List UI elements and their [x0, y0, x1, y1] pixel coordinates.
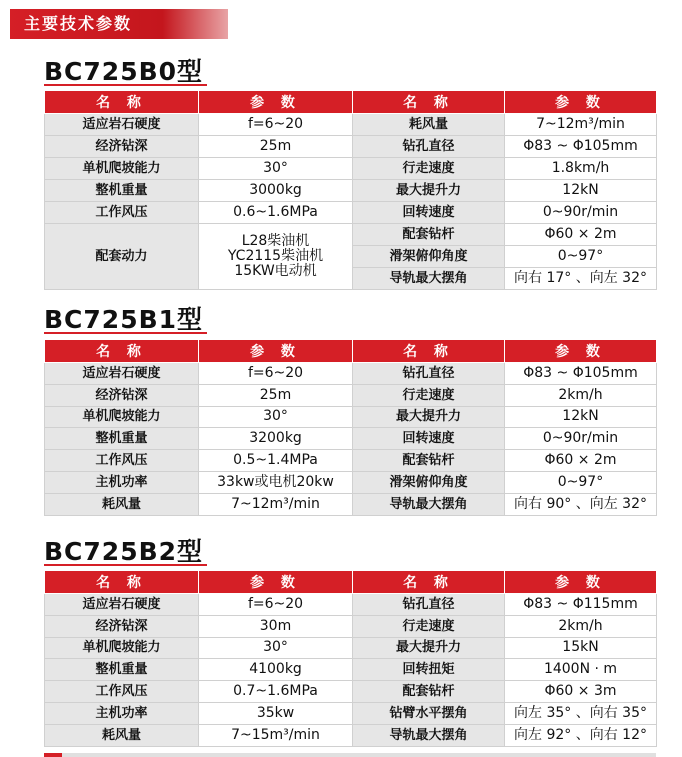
spec-value: Φ83 ~ Φ105mm	[505, 363, 657, 385]
spec-label: 配套动力	[45, 224, 199, 290]
spec-value: 7~12m³/min	[505, 114, 657, 136]
header-param: 参 数	[199, 340, 353, 363]
spec-label: 最大提升力	[353, 180, 505, 202]
table-row	[45, 681, 657, 703]
table-row	[45, 114, 657, 136]
spec-label: 钻孔直径	[353, 363, 505, 385]
spec-label: 最大提升力	[353, 406, 505, 428]
spec-value: 25m	[199, 384, 353, 406]
spec-value: 2km/h	[505, 615, 657, 637]
table-row	[45, 493, 657, 515]
title-underline	[44, 564, 207, 566]
spec-value: 12kN	[505, 406, 657, 428]
spec-value: 0~97°	[505, 246, 657, 268]
spec-label: 导轨最大摆角	[353, 724, 505, 746]
table-row	[45, 384, 657, 406]
bottom-divider-accent	[44, 753, 62, 757]
header-param: 参 数	[199, 91, 353, 114]
spec-label: 回转速度	[353, 202, 505, 224]
spec-value: 4100kg	[199, 659, 353, 681]
spec-label: 导轨最大摆角	[353, 268, 505, 290]
table-row	[45, 702, 657, 724]
spec-label: 主机功率	[45, 702, 199, 724]
spec-value: 向左 92° 、向右 12°	[505, 724, 657, 746]
table-header-row	[45, 91, 657, 114]
spec-label: 耗风量	[353, 114, 505, 136]
spec-label: 钻孔直径	[353, 594, 505, 616]
spec-value: 3000kg	[199, 180, 353, 202]
bottom-divider	[44, 753, 656, 757]
spec-table-b1	[44, 339, 657, 516]
title-underline	[44, 84, 207, 86]
header-param: 参 数	[505, 340, 657, 363]
table-row	[45, 471, 657, 493]
spec-label: 整机重量	[45, 659, 199, 681]
header-name: 名 称	[45, 571, 199, 594]
spec-value: Φ60 × 2m	[505, 224, 657, 246]
spec-label: 经济钻深	[45, 136, 199, 158]
header-param: 参 数	[505, 571, 657, 594]
spec-value-line: YC2115柴油机	[227, 248, 324, 264]
header-name: 名 称	[353, 571, 505, 594]
spec-label: 耗风量	[45, 724, 199, 746]
spec-value: 35kw	[199, 702, 353, 724]
spec-label: 行走速度	[353, 158, 505, 180]
spec-value: f=6~20	[199, 363, 353, 385]
spec-value: 7~12m³/min	[199, 493, 353, 515]
spec-value-line: 15KW电动机	[234, 263, 317, 279]
spec-label: 行走速度	[353, 384, 505, 406]
spec-value: 15kN	[505, 637, 657, 659]
table-row	[45, 637, 657, 659]
spec-value-line: L28柴油机	[241, 233, 310, 249]
spec-value: 3200kg	[199, 428, 353, 450]
spec-label: 经济钻深	[45, 384, 199, 406]
spec-label: 适应岩石硬度	[45, 114, 199, 136]
spec-value: 0~90r/min	[505, 428, 657, 450]
section-banner: 主要技术参数	[10, 9, 228, 39]
spec-value: 1400N · m	[505, 659, 657, 681]
table-row	[45, 180, 657, 202]
spec-value: 0.5~1.4MPa	[199, 450, 353, 472]
table-row	[45, 428, 657, 450]
table-row	[45, 363, 657, 385]
spec-value: 30m	[199, 615, 353, 637]
spec-value: 1.8km/h	[505, 158, 657, 180]
model-title-b0: BC725B0型	[44, 57, 204, 86]
spec-label: 工作风压	[45, 681, 199, 703]
spec-value: 7~15m³/min	[199, 724, 353, 746]
spec-value: f=6~20	[199, 594, 353, 616]
table-row	[45, 136, 657, 158]
spec-value: f=6~20	[199, 114, 353, 136]
spec-label: 主机功率	[45, 471, 199, 493]
spec-label: 工作风压	[45, 202, 199, 224]
spec-label: 滑架俯仰角度	[353, 246, 505, 268]
header-name: 名 称	[353, 340, 505, 363]
table-row	[45, 450, 657, 472]
spec-value: 向右 90° 、向左 32°	[505, 493, 657, 515]
spec-label: 配套钻杆	[353, 224, 505, 246]
spec-value: 向右 17° 、向左 32°	[505, 268, 657, 290]
table-header-row	[45, 571, 657, 594]
spec-label: 回转扭矩	[353, 659, 505, 681]
spec-label: 配套钻杆	[353, 450, 505, 472]
table-row	[45, 406, 657, 428]
model-title-b1: BC725B1型	[44, 305, 204, 334]
spec-value: 33kw或电机20kw	[199, 471, 353, 493]
spec-label: 整机重量	[45, 180, 199, 202]
spec-value: 向左 35° 、向右 35°	[505, 702, 657, 724]
spec-value: Φ83 ~ Φ115mm	[505, 594, 657, 616]
table-row	[45, 594, 657, 616]
spec-value: 30°	[199, 158, 353, 180]
header-name: 名 称	[45, 91, 199, 114]
header-param: 参 数	[199, 571, 353, 594]
title-underline	[44, 332, 207, 334]
spec-value: Φ83 ~ Φ105mm	[505, 136, 657, 158]
header-name: 名 称	[45, 340, 199, 363]
spec-label: 行走速度	[353, 615, 505, 637]
spec-value: 25m	[199, 136, 353, 158]
spec-label: 适应岩石硬度	[45, 594, 199, 616]
spec-value: Φ60 × 2m	[505, 450, 657, 472]
spec-label: 最大提升力	[353, 637, 505, 659]
spec-value: 2km/h	[505, 384, 657, 406]
spec-label: 经济钻深	[45, 615, 199, 637]
table-header-row	[45, 340, 657, 363]
spec-value: 0~97°	[505, 471, 657, 493]
spec-table-b2	[44, 570, 657, 747]
table-row	[45, 202, 657, 224]
spec-label: 滑架俯仰角度	[353, 471, 505, 493]
spec-value-multiline	[199, 224, 353, 290]
header-param: 参 数	[505, 91, 657, 114]
spec-label: 配套钻杆	[353, 681, 505, 703]
table-row	[45, 224, 657, 246]
spec-table-b0	[44, 90, 657, 290]
table-row	[45, 659, 657, 681]
spec-label: 单机爬坡能力	[45, 158, 199, 180]
spec-value: 0.6~1.6MPa	[199, 202, 353, 224]
spec-label: 回转速度	[353, 428, 505, 450]
spec-label: 单机爬坡能力	[45, 406, 199, 428]
spec-value: 0~90r/min	[505, 202, 657, 224]
header-name: 名 称	[353, 91, 505, 114]
spec-label: 工作风压	[45, 450, 199, 472]
spec-label: 整机重量	[45, 428, 199, 450]
spec-value: 0.7~1.6MPa	[199, 681, 353, 703]
table-row	[45, 158, 657, 180]
model-title-b2: BC725B2型	[44, 537, 204, 566]
spec-value: Φ60 × 3m	[505, 681, 657, 703]
spec-value: 12kN	[505, 180, 657, 202]
spec-label: 单机爬坡能力	[45, 637, 199, 659]
table-row	[45, 724, 657, 746]
table-row	[45, 615, 657, 637]
spec-label: 适应岩石硬度	[45, 363, 199, 385]
spec-value: 30°	[199, 406, 353, 428]
spec-label: 钻孔直径	[353, 136, 505, 158]
spec-label: 导轨最大摆角	[353, 493, 505, 515]
spec-value: 30°	[199, 637, 353, 659]
spec-label: 钻臂水平摆角	[353, 702, 505, 724]
spec-label: 耗风量	[45, 493, 199, 515]
